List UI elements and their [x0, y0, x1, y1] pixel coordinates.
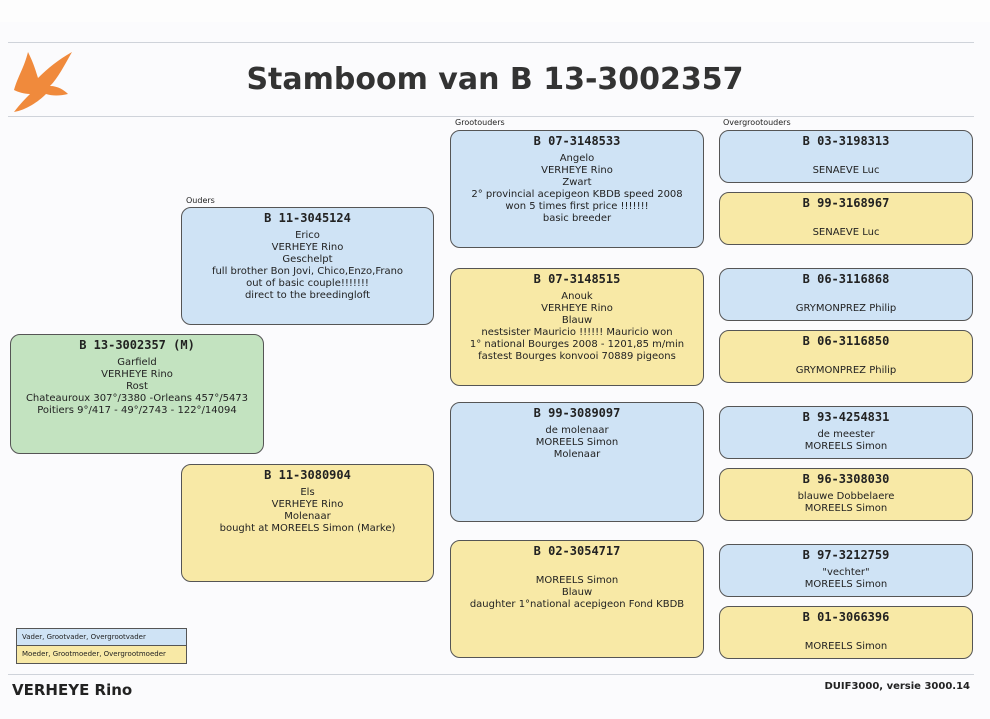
card-line: [720, 291, 972, 303]
card-line: Garfield: [117, 357, 157, 368]
ring-number: B 99-3168967: [802, 196, 890, 210]
card-line: [720, 353, 972, 365]
label-grootouders: Grootouders: [455, 118, 505, 127]
great-grandparent-card[interactable]: [719, 468, 973, 521]
card-line: Poitiers 9°/417 - 49°/2743 - 122°/14094: [37, 405, 237, 416]
label-ouders: Ouders: [186, 196, 215, 205]
ring-number: B 02-3054717: [533, 544, 621, 558]
breeder-name: VERHEYE Rino: [12, 681, 133, 699]
card-line: MOREELS Simon: [804, 503, 888, 514]
label-overgrootouders: Overgrootouders: [723, 118, 791, 127]
card-line: blauwe Dobbelaere: [797, 491, 895, 502]
card-line: Chateauroux 307°/3380 -Orleans 457°/5473: [25, 393, 249, 404]
card-line: won 5 times first price !!!!!!!: [505, 201, 649, 212]
top-rule: [8, 42, 974, 43]
great-grandparent-card[interactable]: [719, 544, 973, 597]
legend-female: Moeder, Grootmoeder, Overgrootmoeder: [16, 646, 187, 664]
card-line: VERHEYE Rino: [541, 165, 613, 176]
ring-number: B 96-3308030: [802, 472, 890, 486]
card-line: MOREELS Simon: [535, 437, 619, 448]
ring-number: B 07-3148533: [533, 134, 621, 148]
footer-rule: [8, 674, 974, 675]
card-line: "vechter": [822, 567, 870, 578]
card-line: MOREELS Simon: [535, 575, 619, 586]
great-grandparent-card[interactable]: [719, 606, 973, 659]
card-line: [720, 629, 972, 641]
card-line: Els: [300, 487, 315, 498]
parent-card-father[interactable]: [181, 207, 434, 325]
card-line: VERHEYE Rino: [101, 369, 173, 380]
card-line: MOREELS Simon: [804, 441, 888, 452]
ring-number: B 99-3089097: [533, 406, 621, 420]
card-line: 1° national Bourges 2008 - 1201,85 m/min: [469, 339, 685, 350]
subject-card[interactable]: [10, 334, 264, 454]
great-grandparent-card[interactable]: [719, 192, 973, 245]
card-line: [720, 215, 972, 227]
grandparent-card[interactable]: [450, 540, 704, 658]
card-line: [720, 153, 972, 165]
card-line: Molenaar: [553, 449, 601, 460]
header-rule: [8, 116, 974, 117]
card-line: VERHEYE Rino: [541, 303, 613, 314]
software-version: DUIF3000, versie 3000.14: [824, 681, 970, 692]
card-line: Blauw: [561, 587, 593, 598]
ring-number: B 93-4254831: [802, 410, 890, 424]
great-grandparent-card[interactable]: [719, 130, 973, 183]
page-title: Stamboom van B 13-3002357: [246, 62, 744, 97]
card-line: MOREELS Simon: [804, 579, 888, 590]
ring-number: B 97-3212759: [802, 548, 890, 562]
card-line: bought at MOREELS Simon (Marke): [219, 523, 396, 534]
card-line: VERHEYE Rino: [271, 242, 344, 253]
card-line: Rost: [126, 381, 148, 392]
card-line: Zwart: [562, 177, 592, 188]
legend-male: Vader, Grootvader, Overgrootvader: [16, 628, 187, 646]
card-line: full brother Bon Jovi, Chico,Enzo,Frano: [211, 266, 404, 277]
ring-number: B 06-3116868: [802, 272, 890, 286]
ring-number: B 11-3045124: [264, 211, 351, 225]
great-grandparent-card[interactable]: [719, 406, 973, 459]
card-line: MOREELS Simon: [804, 641, 888, 652]
card-line: basic breeder: [542, 213, 612, 224]
card-line: Geschelpt: [282, 254, 333, 265]
card-line: Angelo: [559, 153, 595, 164]
great-grandparent-card[interactable]: [719, 268, 973, 321]
ring-number: B 01-3066396: [802, 610, 890, 624]
card-line: SENAEVE Luc: [812, 227, 880, 238]
ring-number: B 11-3080904: [264, 468, 351, 482]
card-line: [451, 563, 703, 575]
parent-card-mother[interactable]: [181, 464, 434, 582]
card-line: nestsister Mauricio !!!!!! Mauricio won: [481, 327, 673, 338]
ring-number: B 07-3148515: [533, 272, 621, 286]
card-line: Erico: [295, 230, 320, 241]
card-line: 2° provincial acepigeon KBDB speed 2008: [471, 189, 683, 200]
card-line: daughter 1°national acepigeon Fond KBDB: [469, 599, 685, 610]
ring-number: B 03-3198313: [802, 134, 890, 148]
card-line: de molenaar: [545, 425, 609, 436]
ring-number: B 13-3002357 (M): [79, 338, 195, 352]
card-line: fastest Bourges konvooi 70889 pigeons: [478, 351, 676, 362]
card-line: out of basic couple!!!!!!!: [246, 278, 369, 289]
grandparent-card[interactable]: [450, 130, 704, 248]
color-legend: [16, 628, 187, 664]
card-line: SENAEVE Luc: [812, 165, 880, 176]
card-line: VERHEYE Rino: [271, 499, 344, 510]
grandparent-card[interactable]: [450, 268, 704, 386]
card-line: Blauw: [561, 315, 593, 326]
ring-number: B 06-3116850: [802, 334, 890, 348]
card-line: Anouk: [561, 291, 593, 302]
grandparent-card[interactable]: [450, 402, 704, 522]
great-grandparent-card[interactable]: [719, 330, 973, 383]
dove-logo-icon: [6, 42, 76, 114]
page-top-strip: [0, 0, 990, 22]
card-line: direct to the breedingloft: [244, 290, 371, 301]
card-line: Molenaar: [284, 511, 331, 522]
card-line: de meester: [817, 429, 875, 440]
card-line: GRYMONPREZ Philip: [795, 303, 897, 314]
card-line: GRYMONPREZ Philip: [795, 365, 897, 376]
